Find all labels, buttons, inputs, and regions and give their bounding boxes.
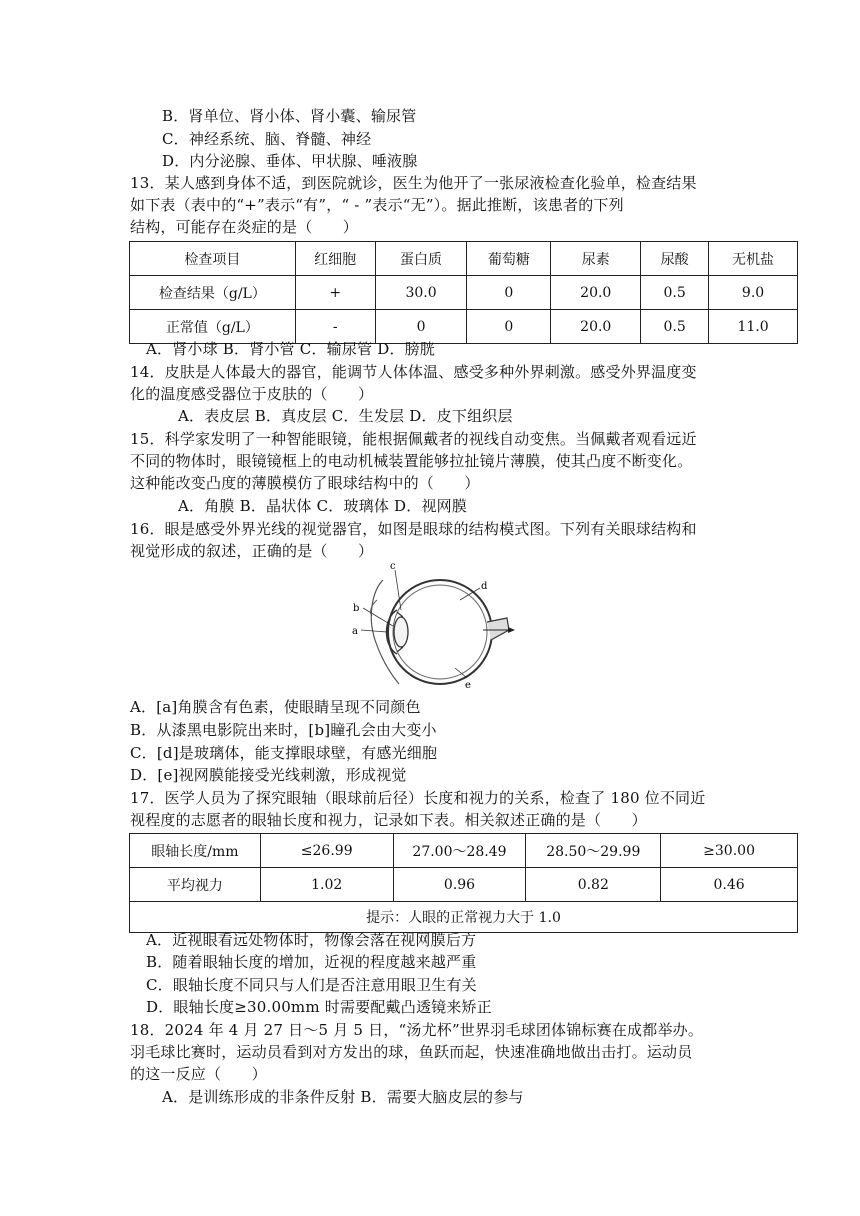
q12-option-c: C．神经系统、脑、脊髓、神经 <box>162 130 372 148</box>
q16-option-a: A．[a]角膜含有色素，使眼睛呈现不同颜色 <box>130 698 421 716</box>
q16-option-b: B．从漆黑电影院出来时，[b]瞳孔会由大变小 <box>130 721 437 739</box>
q12-option-d: D．内分泌腺、垂体、甲状腺、唾液腺 <box>162 152 418 170</box>
table-header-cell: 蛋白质 <box>375 242 467 276</box>
table-note-row <box>130 902 798 933</box>
table-cell: 检查结果（g/L） <box>130 276 296 310</box>
q14-options: A．表皮层 B．真皮层 C．生发层 D．皮下组织层 <box>178 407 513 425</box>
table-cell: 30.0 <box>375 276 467 310</box>
table-header-row <box>130 834 798 868</box>
label-b: b <box>353 603 360 614</box>
table-cell: 0 <box>467 310 551 344</box>
table-row <box>130 868 798 902</box>
table-cell: 正常值（g/L） <box>130 310 296 344</box>
q16-stem-line2: 视觉形成的叙述，正确的是（ ） <box>130 542 374 560</box>
table-header-cell: 尿素 <box>551 242 641 276</box>
table-header-cell: 红细胞 <box>295 242 375 276</box>
table-cell: + <box>295 276 375 310</box>
table-cell: 0.5 <box>641 276 709 310</box>
table-header-cell: 检查项目 <box>130 242 296 276</box>
urine-test-table <box>129 241 798 344</box>
table-cell: 0 <box>467 276 551 310</box>
table-cell: 11.0 <box>709 310 798 344</box>
table-header-cell: 28.50～29.99 <box>526 834 661 868</box>
table-header-cell: ≤26.99 <box>260 834 393 868</box>
table-header-cell: 无机盐 <box>709 242 798 276</box>
q12-option-b: B．肾单位、肾小体、肾小囊、输尿管 <box>162 107 417 125</box>
q17-option-c: C．眼轴长度不同只与人们是否注意用眼卫生有关 <box>146 976 477 994</box>
table-header-cell: ≥30.00 <box>661 834 798 868</box>
table-cell: - <box>295 310 375 344</box>
q18-stem-line2: 羽毛球比赛时，运动员看到对方发出的球，鱼跃而起，快速准确地做出击打。运动员 <box>130 1043 693 1061</box>
q16-option-c: C．[d]是玻璃体，能支撑眼球壁，有感光细胞 <box>130 744 438 762</box>
label-a: a <box>352 626 358 637</box>
table-cell: 1.02 <box>260 868 393 902</box>
label-d: d <box>481 581 488 592</box>
table-header-cell: 尿酸 <box>641 242 709 276</box>
table-note: 提示：人眼的正常视力大于 1.0 <box>130 902 798 933</box>
q18-stem-line1: 18．2024 年 4 月 27 日～5 月 5 日，“汤尤杯”世界羽毛球团体锦标赛在成都举办。 <box>130 1021 704 1039</box>
table-row <box>130 276 798 310</box>
table-cell: 平均视力 <box>130 868 261 902</box>
table-cell: 20.0 <box>551 276 641 310</box>
table-header-cell: 眼轴长度/mm <box>130 834 261 868</box>
q18-stem-line3: 的这一反应（ ） <box>130 1065 267 1083</box>
q14-stem-line1: 14．皮肤是人体最大的器官，能调节人体体温、感受多种外界刺激。感受外界温度变 <box>130 363 697 381</box>
q16-stem-line1: 16．眼是感受外界光线的视觉器官，如图是眼球的结构模式图。下列有关眼球结构和 <box>130 520 697 538</box>
q15-stem-line3: 这种能改变凸度的薄膜模仿了眼球结构中的（ ） <box>130 474 480 492</box>
table-header-row <box>130 242 798 276</box>
table-cell: 9.0 <box>709 276 798 310</box>
q14-stem-line2: 化的温度感受器位于皮肤的（ ） <box>130 385 374 403</box>
table-cell: 0.5 <box>641 310 709 344</box>
table-cell: 0.82 <box>526 868 661 902</box>
q16-option-d: D．[e]视网膜能接受光线刺激，形成视觉 <box>130 766 407 784</box>
table-cell: 0.46 <box>661 868 798 902</box>
q17-option-b: B．随着眼轴长度的增加，近视的程度越来越严重 <box>146 953 477 971</box>
axial-length-table <box>129 833 798 933</box>
eyeball-diagram <box>345 560 515 700</box>
q13-stem-line3: 结构，可能存在炎症的是（ ） <box>130 218 359 236</box>
table-cell: 20.0 <box>551 310 641 344</box>
q17-option-d: D．眼轴长度≥30.00mm 时需要配戴凸透镜来矫正 <box>146 998 492 1016</box>
q13-stem-line1: 13．某人感到身体不适，到医院就诊，医生为他开了一张尿液检查化验单，检查结果 <box>130 174 697 192</box>
q13-options: A．肾小球 B．肾小管 C．输尿管 D．膀胱 <box>146 340 436 358</box>
table-header-cell: 葡萄糖 <box>467 242 551 276</box>
label-c: c <box>390 561 396 572</box>
q15-options: A．角膜 B．晶状体 C．玻璃体 D．视网膜 <box>178 497 468 515</box>
q15-stem-line2: 不同的物体时，眼镜镜框上的电动机械装置能够拉扯镜片薄膜，使其凸度不断变化。 <box>130 452 693 470</box>
table-cell: 0 <box>375 310 467 344</box>
q15-stem-line1: 15．科学家发明了一种智能眼镜，能根据佩戴者的视线自动变焦。当佩戴者观看远近 <box>130 430 697 448</box>
label-e: e <box>465 680 471 691</box>
table-header-cell: 27.00～28.49 <box>393 834 526 868</box>
q17-stem-line2: 视程度的志愿者的眼轴长度和视力，记录如下表。相关叙述正确的是（ ） <box>130 811 647 829</box>
q13-stem-line2: 如下表（表中的“+”表示“有”，“ - ”表示“无”）。据此推断，该患者的下列 <box>130 196 624 214</box>
q17-option-a: A．近视眼看远处物体时，物像会落在视网膜后方 <box>146 931 477 949</box>
q18-options: A．是训练形成的非条件反射 B．需要大脑皮层的参与 <box>162 1088 524 1106</box>
q17-stem-line1: 17．医学人员为了探究眼轴（眼球前后径）长度和视力的关系，检查了 180 位不同近 <box>130 789 706 807</box>
table-cell: 0.96 <box>393 868 526 902</box>
